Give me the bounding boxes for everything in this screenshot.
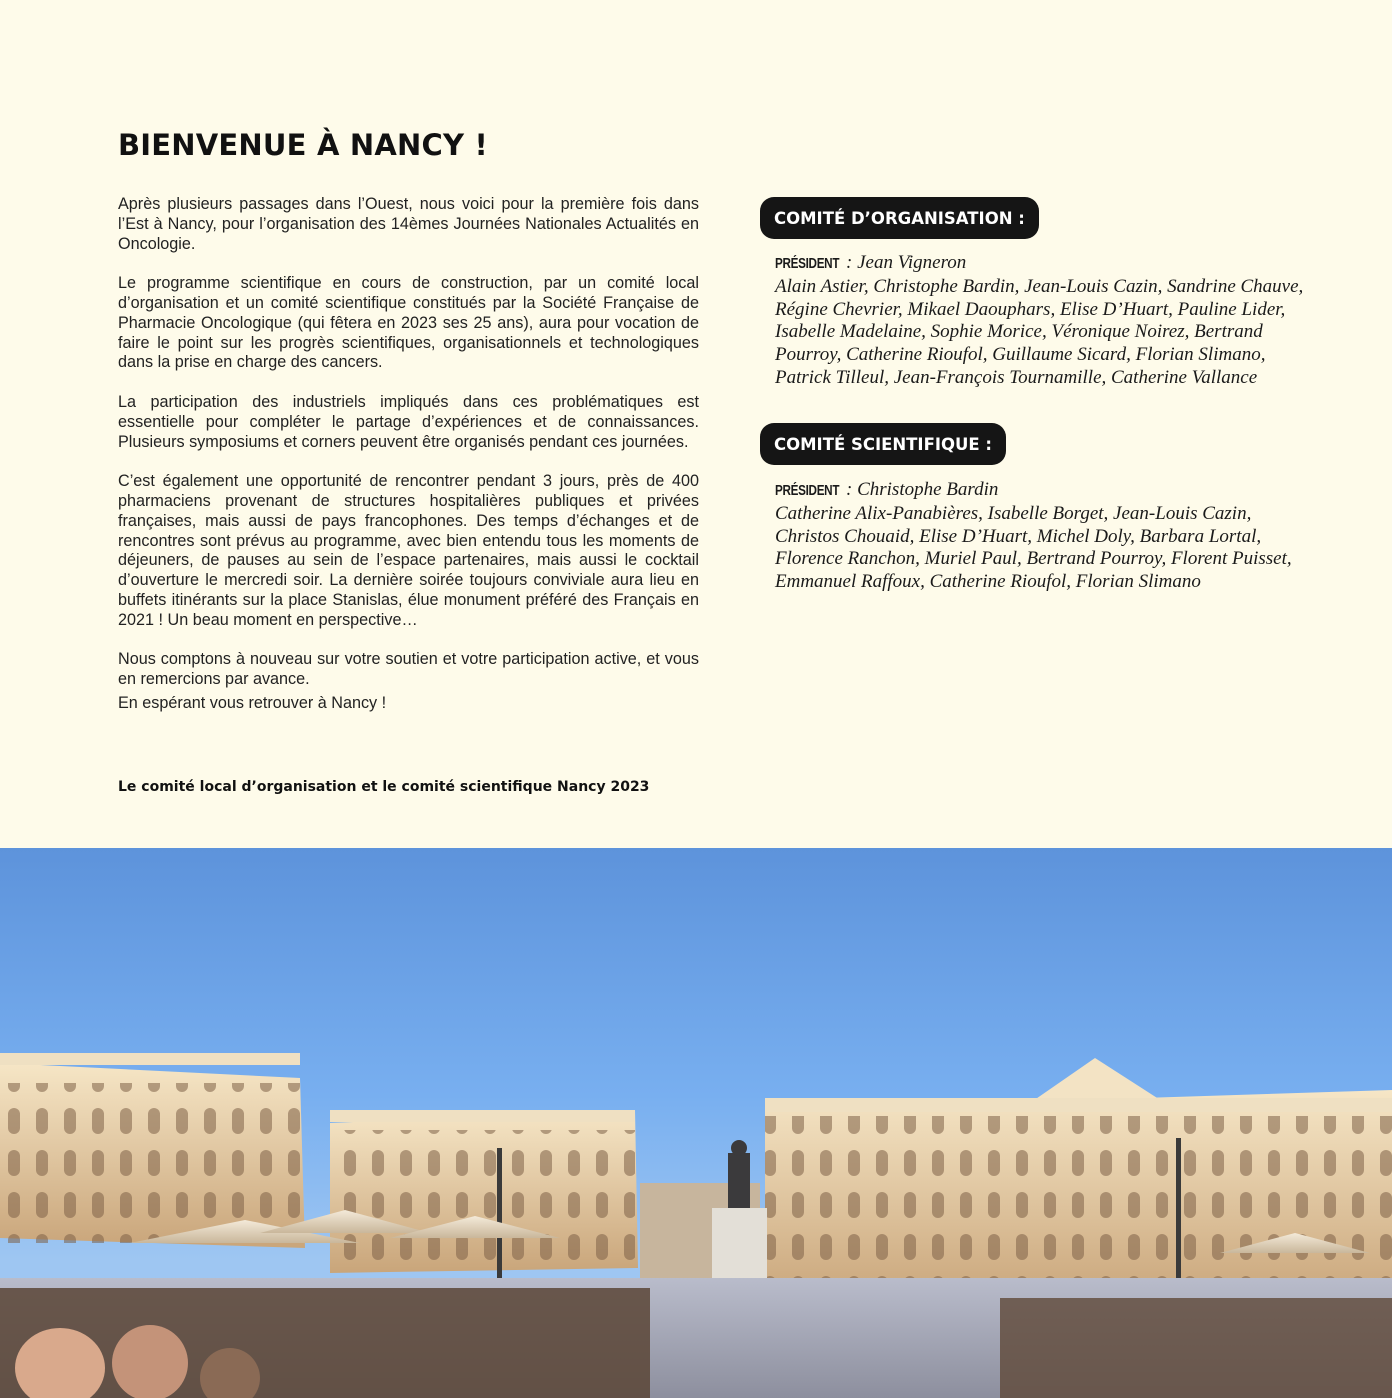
scientific-members: Catherine Alix-Panabières, Isabelle Borget, Jean-Louis Cazin, Christos Chouaid, Elise D’Huart, Michel Doly, Barbara Lortal, Florence Ranchon, Muriel Paul, Bertrand Pourroy, Florent Puisset, Emmanuel Raffoux, Catherine Rioufol, Florian Slimano: [775, 502, 1292, 593]
president-label: PRÉSIDENT: [775, 255, 840, 272]
intro-paragraph: Le programme scientifique en cours de construction, par un comité local d’organisation et un comité scientifique constitués par la Société Française de Pharmacie Oncologique (qui fêtera en 2023 ses 25 ans), aura pour vocation de faire le point sur les progrès scientifiques, organisationnels et technologiques dans la prise en charge des cancers.: [118, 274, 699, 372]
intro-paragraph: Après plusieurs passages dans l’Ouest, nous voici pour la première fois dans l’Est à Nancy, pour l’organisation des 14èmes Journées Nationales Actualités en Oncologie.: [118, 195, 699, 253]
president-name: : Jean Vigneron: [841, 252, 967, 273]
president-label: PRÉSIDENT: [775, 482, 840, 499]
scientific-president: [775, 479, 1315, 503]
president-name: : Christophe Bardin: [841, 479, 999, 500]
centre-left-building: [330, 1110, 638, 1273]
intro-closing-line: En espérant vous retrouver à Nancy !: [118, 693, 387, 712]
organisation-president: [775, 252, 1315, 276]
lamp-post: [497, 1148, 502, 1288]
intro-paragraph: C’est également une opportunité de rencontrer pendant 3 jours, près de 400 pharmaciens provenant de structures hospitalières publiques et privées françaises, mais aussi de pays francophones. Des temps d’échanges et de rencontres sont prévus au programme, avec bien entendu tous les moments de déjeuners, de pauses au sein de l’espace partenaires, mais aussi le cocktail d’ouverture le mercredi soir. La dernière soirée toujours conviviale aura lieu en buffets itinérants sur la place Stanislas, élue monument préféré des Français en 2021 ! Un beau moment en perspective…: [118, 472, 699, 629]
intro-paragraph: La participation des industriels impliqués dans ces problématiques est essentielle pour compléter le partage d’expériences et de connaissances. Plusieurs symposiums et corners peuvent être organisés pendant ces journées.: [118, 392, 699, 451]
organisation-committee-heading: COMITÉ D’ORGANISATION :: [760, 197, 1039, 239]
place-stanislas-photo: [0, 848, 1392, 1398]
left-building: [0, 1053, 305, 1248]
page-title: BIENVENUE À NANCY !: [118, 128, 488, 162]
intro-text: [118, 195, 699, 714]
signature: Le comité local d’organisation et le comité scientifique Nancy 2023: [118, 779, 650, 795]
lamp-post: [1176, 1138, 1181, 1288]
organisation-committee-list: [775, 252, 1315, 390]
organisation-members: Alain Astier, Christophe Bardin, Jean-Louis Cazin, Sandrine Chauve, Régine Chevrier, Mikael Daouphars, Elise D’Huart, Pauline Lider, Isabelle Madelaine, Sophie Morice, Véronique Noirez, Bertrand Pourroy, Catherine Rioufol, Guillaume Sicard, Florian Slimano, Patrick Tilleul, Jean-François Tournamille, Catherine Vallance: [775, 275, 1304, 388]
scientific-committee-heading: COMITÉ SCIENTIFIQUE :: [760, 423, 1006, 465]
intro-paragraph: Nous comptons à nouveau sur votre soutien et votre participation active, et vous en remercions par avance.: [118, 650, 699, 689]
scientific-committee-list: [775, 479, 1315, 594]
